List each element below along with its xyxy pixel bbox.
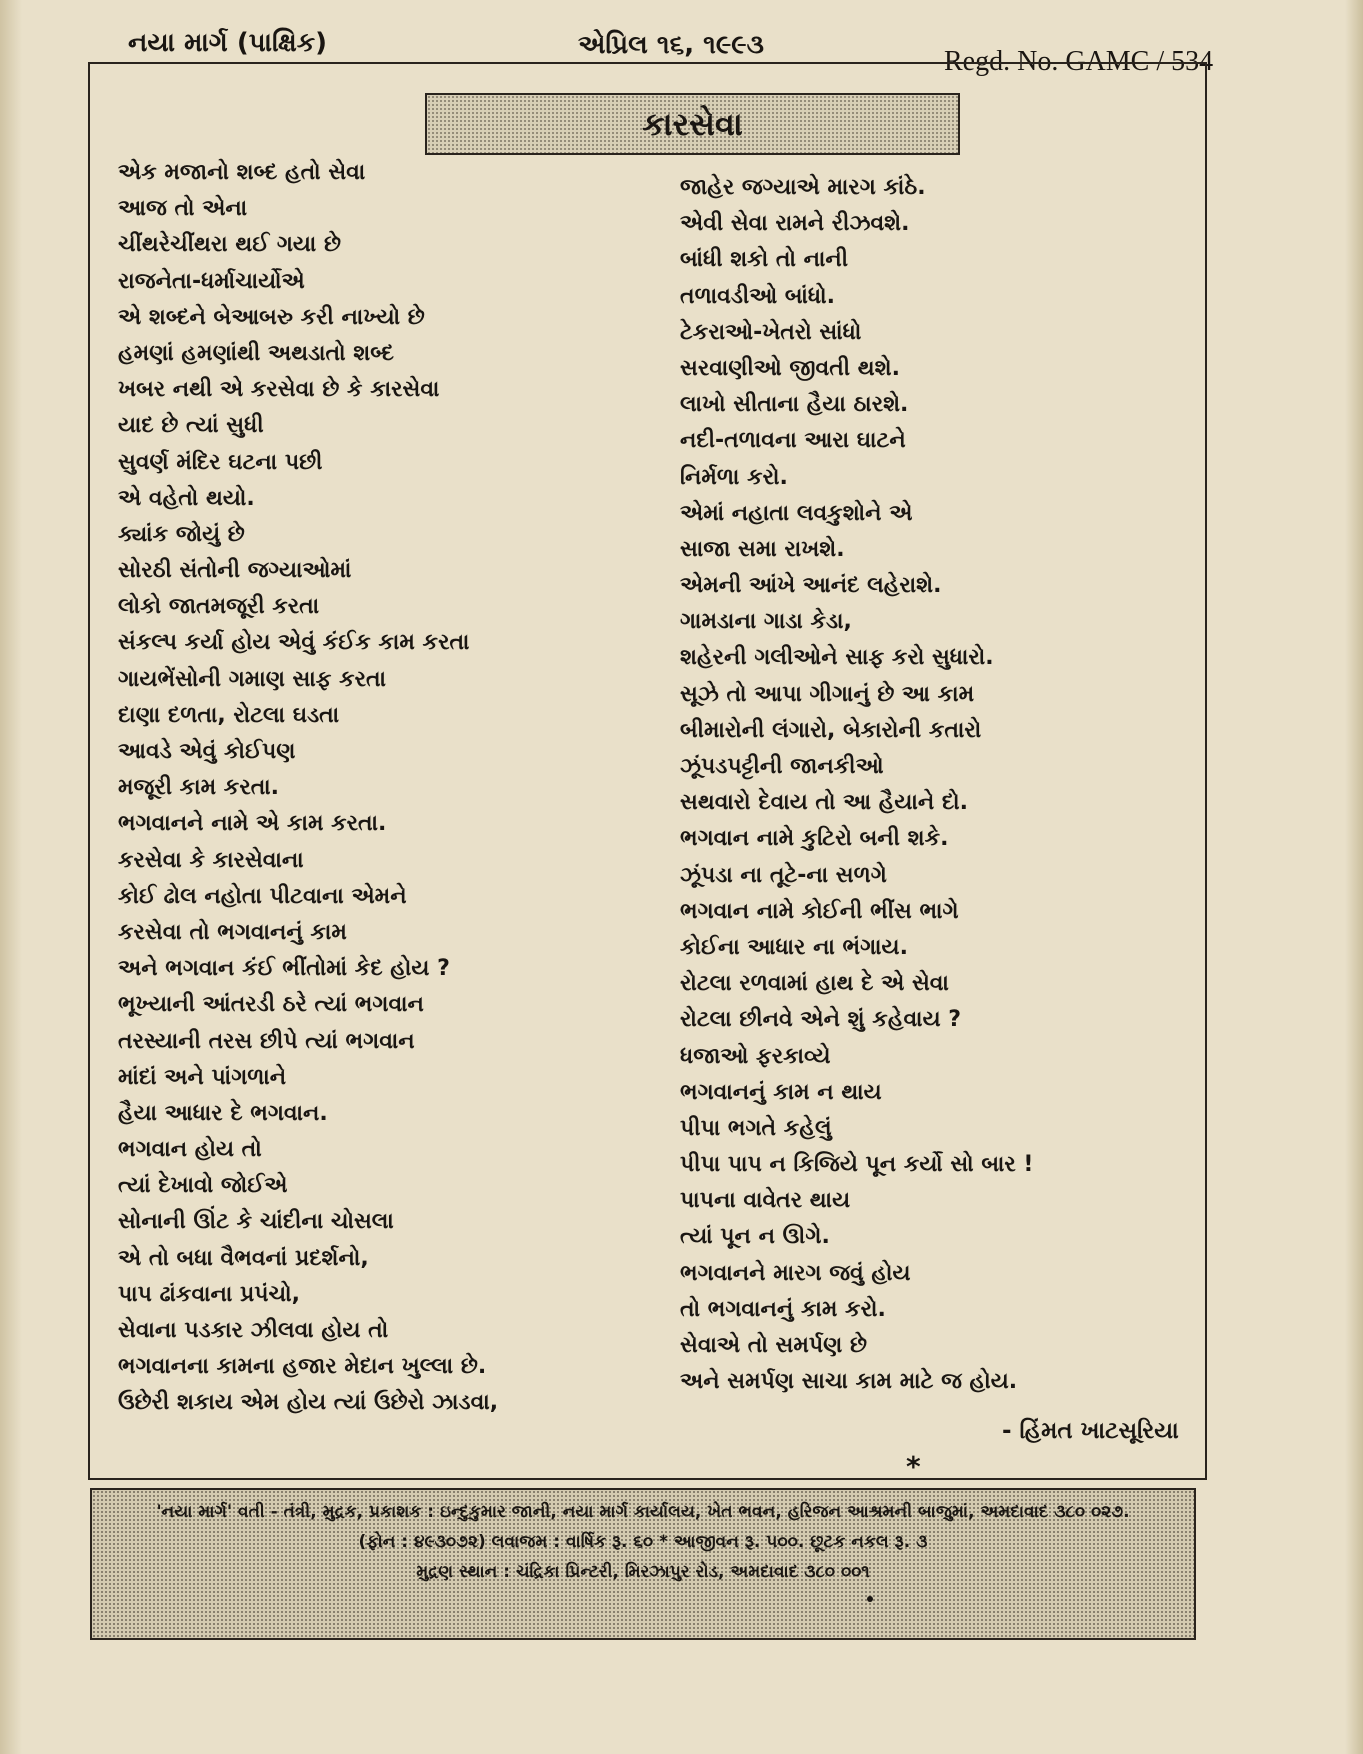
poem-line: બાંધી શકો તો નાની <box>680 247 849 273</box>
poem-line: રાજનેતા-ધર્માચાર્યોએ <box>118 268 305 294</box>
poem-line: ભગવાનને નામે એ કામ કરતા. <box>118 811 387 837</box>
poem-line: સાજા સમા રાખશે. <box>680 536 845 562</box>
poem-line: ભગવાન નામે કુટિરો બની શકે. <box>680 826 949 852</box>
poem-line: કોઈ ઢોલ નહોતા પીટવાના એમને <box>118 883 407 909</box>
poem-line: ભૂખ્યાની આંતરડી ઠરે ત્યાં ભગવાન <box>118 992 424 1018</box>
poem-line: ખબર નથી એ કરસેવા છે કે કારસેવા <box>118 377 440 403</box>
poem-line: ત્યાં પૂન ન ઊગે. <box>680 1224 830 1250</box>
poem-right-column <box>680 170 1033 1400</box>
poem-line: આવડે એવું કોઈપણ <box>118 739 296 764</box>
poem-line: એ વહેતો થયો. <box>118 485 255 511</box>
poem-line: સોનાની ઊંટ કે ચાંદીના ચોસલા <box>118 1209 394 1235</box>
poem-line: રોટલા રળવામાં હાથ દે એ સેવા <box>680 971 949 997</box>
poem-line: ધજાઓ ફરકાવ્યે <box>680 1043 831 1069</box>
poem-line: નદી-તળાવના આરા ઘાટને <box>680 428 906 454</box>
poem-line: તરસ્યાની તરસ છીપે ત્યાં ભગવાન <box>118 1028 415 1054</box>
poem-line: પાપના વાવેતર થાય <box>680 1188 851 1214</box>
poem-line: ઝૂંપડા ના તૂટે-ના સળગે <box>680 862 887 888</box>
poem-line: ચીંથરેચીંથરા થઈ ગયા છે <box>118 232 341 258</box>
poem-line: યાદ છે ત્યાં સુધી <box>118 413 264 439</box>
imprint-line-2: (ફોન : ૪૯૩૦૭૨) લવાજમ : વાર્ષિક રૂ. ૬૦ * આજીવન રૂ. ૫૦૦. છૂટક નકલ રૂ. ૩ <box>358 1532 928 1552</box>
poem-line: એમની આંખે આનંદ લહેરાશે. <box>680 573 942 599</box>
poem-line: સંકલ્પ કર્યા હોય એવું કંઈક કામ કરતા <box>118 630 470 656</box>
poem-line: તળાવડીઓ બાંધો. <box>680 283 835 309</box>
poem-line: પાપ ઢાંકવાના પ્રપંચો, <box>118 1281 301 1307</box>
poem-line: સેવાના પડકાર ઝીલવા હોય તો <box>118 1318 389 1343</box>
poem-line: ગામડાના ગાડા કેડા, <box>680 609 852 635</box>
poem-line: જાહેર જગ્યાએ મારગ કાંઠે. <box>680 175 926 200</box>
page-edge-left <box>0 0 22 1754</box>
poem-line: કરસેવા કે કારસેવાના <box>118 847 304 873</box>
poem-line: અને સમર્પણ સાચા કામ માટે જ હોય. <box>680 1369 1018 1395</box>
imprint-line-1: 'નયા માર્ગ' વતી - તંત્રી, મુદ્રક, પ્રકાશક : ઇન્દુકુમાર જાની, નયા માર્ગ કાર્યાલય, ખેત ભવન, હરિજન આશ્રમની બાજુમાં, અમદાવાદ ૩૮૦ ૦૨૭. <box>156 1502 1130 1522</box>
footer-dot <box>867 1596 873 1602</box>
imprint-footer <box>90 1488 1196 1640</box>
poem-line: ભગવાનના કામના હજાર મેદાન ખુલ્લા છે. <box>118 1354 487 1380</box>
poem-line: એમાં નહાતા લવકુશોને એ <box>680 500 913 526</box>
poem-line: એ શબ્દને બેઆબરુ કરી નાખ્યો છે <box>118 304 425 330</box>
end-asterisk: * <box>906 1450 921 1483</box>
poem-line: માંદાં અને પાંગળાને <box>118 1064 287 1090</box>
poem-line: સોરઠી સંતોની જગ્યાઓમાં <box>118 558 352 584</box>
author-signature: - હિંમત ખાટસૂરિયા <box>1002 1418 1179 1444</box>
poem-line: ભગવાનનું કામ ન થાય <box>680 1079 882 1105</box>
poem-line: ભગવાન નામે કોઈની ભીંસ ભાગે <box>680 898 959 924</box>
poem-line: ક્યાંક જોયું છે <box>118 521 245 547</box>
poem-line: નિર્મળા કરો. <box>680 464 788 490</box>
poem-line: સૂઝે તો આપા ગીગાનું છે આ કામ <box>680 681 975 707</box>
poem-line: હમણાં હમણાંથી અથડાતો શબ્દ <box>118 340 394 366</box>
poem-line: બીમારોની લંગારો, બેકારોની કતારો <box>680 717 982 743</box>
poem-line: દાણા દળતા, રોટલા ઘડતા <box>118 702 340 728</box>
poem-line: ઉછેરી શકાય એમ હોય ત્યાં ઉછેરો ઝાડવા, <box>118 1390 499 1416</box>
poem-line: ટેકરાઓ-ખેતરો સાંધો <box>680 319 862 345</box>
poem-line: તો ભગવાનનું કામ કરો. <box>680 1296 886 1322</box>
poem-line: સેવાએ તો સમર્પણ છે <box>680 1333 868 1358</box>
poem-line: હૈયા આધાર દે ભગવાન. <box>118 1100 328 1126</box>
issue-date: એપ્રિલ ૧૬, ૧૯૯૩ <box>578 30 764 60</box>
poem-line: અને ભગવાન કંઈ ભીંતોમાં કેદ હોય ? <box>118 956 450 982</box>
poem-line: રોટલા છીનવે એને શું કહેવાય ? <box>680 1007 962 1033</box>
poem-line: ઝૂંપડપટ્ટીની જાનકીઓ <box>680 754 884 779</box>
poem-line: શહેરની ગલીઓને સાફ કરો સુધારો. <box>680 645 994 671</box>
poem-line: કરસેવા તો ભગવાનનું કામ <box>118 919 347 945</box>
poem-line: એક મજાનો શબ્દ હતો સેવા <box>118 160 366 185</box>
poem-line: લોકો જાતમજૂરી કરતા <box>118 594 320 620</box>
page-edge-right <box>1345 0 1363 1754</box>
poem-line: ભગવાન હોય તો <box>118 1137 262 1163</box>
poem-line: પીપા ભગતે કહેલું <box>680 1115 832 1141</box>
poem-left-column <box>118 155 498 1422</box>
poem-line: સરવાણીઓ જીવતી થશે. <box>680 355 900 381</box>
imprint-line-3: મુદ્રણ સ્થાન : ચંદ્રિકા પ્રિન્ટરી, મિરઝાપુર રોડ, અમદાવાદ ૩૮૦ ૦૦૧ <box>416 1562 870 1582</box>
poem-line: એવી સેવા રામને રીઝવશે. <box>680 211 910 237</box>
poem-line: મજૂરી કામ કરતા. <box>118 775 280 801</box>
article-title: કારસેવા <box>642 104 743 143</box>
poem-line: લાખો સીતાના હૈયા ઠારશે. <box>680 392 909 418</box>
registration-number: Regd. No. GAMC / 534 <box>944 46 1214 77</box>
poem-line: એ તો બધા વૈભવનાં પ્રદર્શનો, <box>118 1245 369 1271</box>
poem-line: ભગવાનને મારગ જવું હોય <box>680 1260 911 1286</box>
poem-line: કોઈના આધાર ના ભંગાય. <box>680 934 908 960</box>
poem-line: ગાયભેંસોની ગમાણ સાફ કરતા <box>118 666 387 692</box>
publication-name: નયા માર્ગ (પાક્ષિક) <box>128 28 327 58</box>
poem-line: સુવર્ણ મંદિર ઘટના પછી <box>118 449 323 475</box>
poem-line: ત્યાં દેખાવો જોઈએ <box>118 1173 288 1199</box>
poem-line: સથવારો દેવાય તો આ હૈયાને દો. <box>680 790 969 816</box>
article-title-box <box>425 93 960 155</box>
poem-line: આજ તો એના <box>118 196 248 222</box>
poem-line: પીપા પાપ ન કિજિયે પૂન કર્યો સો બાર ! <box>680 1152 1034 1178</box>
